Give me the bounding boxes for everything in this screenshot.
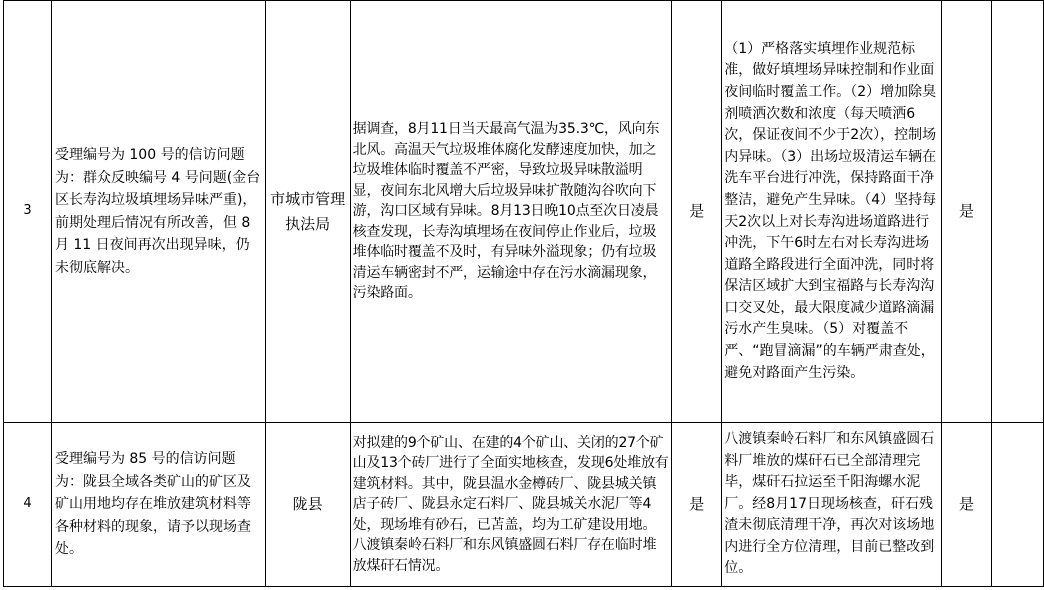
findings-cell: 据调查，8月11日当天最高气温为35.3℃，风向东北风。高温天气垃圾堆体腐化发酵速度加快，加之垃圾堆体临时覆盖不严密，导致垃圾异味散溢明显，夜间东北风增大后垃圾异味扩散随沟谷吹向下游，沟口区域有异味。8月13日晚10点至次日凌晨核查发现，长寿沟填埋场在夜间停止作业后，垃圾堆体临时覆盖不及时，有异味外溢现象；仍有垃圾清运车辆密封不严，运输途中存在污水滴漏现象，污染路面。: [350, 1, 672, 423]
issue-cell: 受理编号为 85 号的信访问题为：陇县全域各类矿山的矿区及矿山用地均存在堆放建筑材料等各种材料的现象，请予以现场查处。: [51, 423, 265, 587]
verified-cell: 是: [672, 423, 722, 587]
rectified-cell: 是: [942, 1, 992, 423]
table-row: [4, 423, 1044, 587]
complaint-table: [3, 0, 1044, 587]
extra-cell: [992, 423, 1044, 587]
measures-cell: 八渡镇秦岭石料厂和东风镇盛圆石料厂堆放的煤矸石已全部清理完毕，煤矸石拉运至千阳海螺水泥厂。经8月17日现场核查，矸石残渣未彻底清理干净，再次对该场地内进行全方位清理，目前已整改到位。: [722, 423, 942, 587]
extra-cell: [992, 1, 1044, 423]
table-row: [4, 1, 1044, 423]
rectified-cell: 是: [942, 423, 992, 587]
issue-cell: 受理编号为 100 号的信访问题为：群众反映编号 4 号问题(金台区长寿沟垃圾填埋场异味严重)，前期处理后情况有所改善，但 8 月 11 日夜间再次出现异味，仍未彻底解决。: [51, 1, 265, 423]
row-index: 4: [4, 423, 52, 587]
department-cell: 市城市管理执法局: [265, 1, 350, 423]
findings-cell: 对拟建的9个矿山、在建的4个矿山、关闭的27个矿山及13个砖厂进行了全面实地核查，发现6处堆放有建筑材料。其中，陇县温水金樽砖厂、陇县城关镇店子砖厂、陇县永定石料厂、陇县城关水泥厂等4处，现场堆有砂石，已苫盖，均为工矿建设用地。八渡镇秦岭石料厂和东风镇盛圆石料厂存在临时堆放煤矸石情况。: [350, 423, 672, 587]
verified-cell: 是: [672, 1, 722, 423]
department-cell: 陇县: [265, 423, 350, 587]
measures-cell: （1）严格落实填埋作业规范标准，做好填埋场异味控制和作业面夜间临时覆盖工作。（2）增加除臭剂喷洒次数和浓度（每天喷洒6次，保证夜间不少于2次），控制场内异味。（3）出场垃圾清运车辆在洗车平台进行冲洗，保持路面干净整洁，避免产生异味。（4）坚持每天2次以上对长寿沟进场道路进行冲洗，下午6时左右对长寿沟进场道路全路段进行全面冲洗，同时将保洁区域扩大到宝福路与长寿沟沟口交叉处，最大限度减少道路滴漏污水产生臭味。（5）对覆盖不严、“跑冒滴漏”的车辆严肃查处，避免对路面产生污染。: [722, 1, 942, 423]
row-index: 3: [4, 1, 52, 423]
